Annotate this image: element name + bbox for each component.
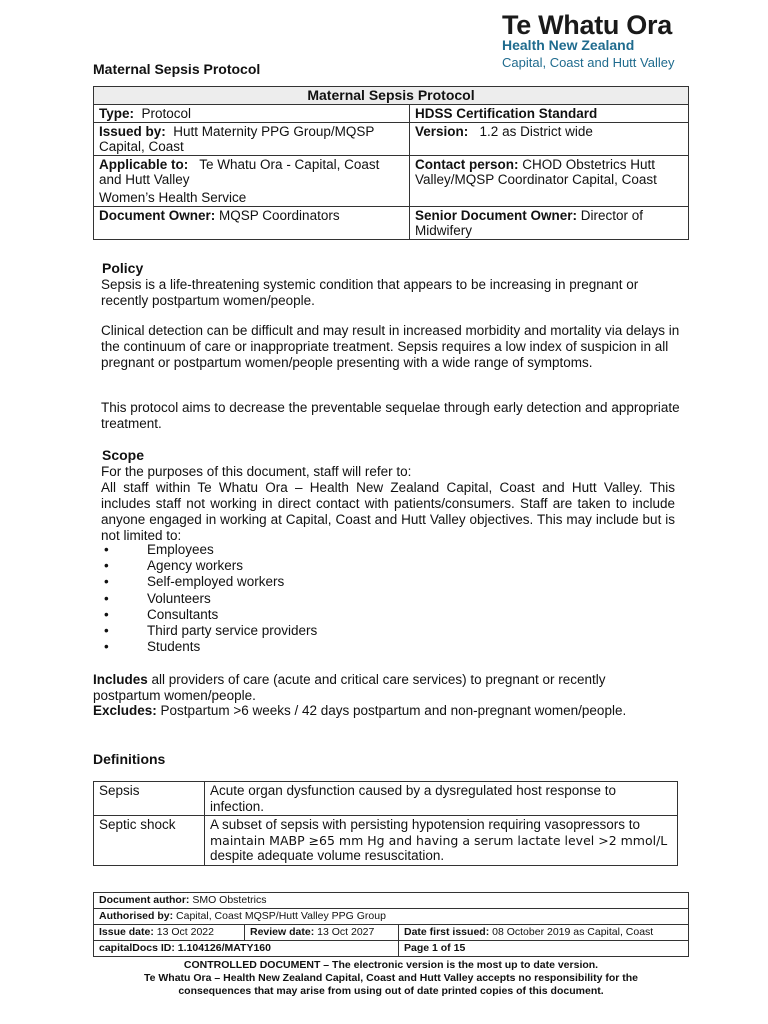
list-item: • Agency workers	[104, 558, 244, 574]
authorised-cell	[94, 909, 689, 925]
logo-region: Capital, Coast and Hutt Valley	[502, 55, 675, 70]
list-item: • Volunteers	[104, 590, 211, 606]
definitions-table	[93, 781, 678, 866]
notice-line: Te Whatu Ora – Health New Zealand Capital, Coast and Hutt Valley accepts no responsibility for the	[144, 972, 638, 984]
bullet-icon: •	[104, 639, 109, 655]
senior-owner-label: Senior Document Owner:	[415, 208, 578, 223]
scope-intro: For the purposes of this document, staff will refer to:	[101, 464, 412, 479]
logo-subtitle: Health New Zealand	[502, 37, 635, 53]
author-label: Document author:	[99, 894, 190, 906]
owner-value: MQSP Coordinators	[219, 208, 340, 223]
notice-line: CONTROLLED DOCUMENT – The electronic version is the most up to date version.	[183, 959, 599, 971]
doc-id: capitalDocs ID: 1.104126/MATY160	[99, 942, 271, 954]
bullet-icon: •	[104, 623, 109, 639]
type-label: Type:	[99, 106, 135, 121]
senior-owner-cell	[410, 207, 689, 240]
applicable-value: Te Whatu Ora - Capital, Coast and Hutt Valley	[99, 157, 380, 187]
contact-value: CHOD Obstetrics Hutt Valley/MQSP Coordinator Capital, Coast	[415, 157, 657, 187]
bullet-icon: •	[104, 606, 109, 622]
includes-text: all providers of care (acute and critical care services) to pregnant or recently postpartum women/people.	[93, 672, 606, 703]
doc-id-cell	[94, 941, 399, 957]
table-row	[94, 782, 678, 816]
notice-line: consequences that may arise from using out of date printed copies of this document.	[178, 985, 604, 997]
standard-label: HDSS Certification Standard	[415, 106, 598, 121]
policy-paragraph-2: Clinical detection can be difficult and may result in increased morbidity and mortality via delays in the continuum of care or inappropriate treatment. Sepsis requires a low index of suspicion in all pregnant or postpartum women/people presenting with a wide range of symptoms.	[101, 323, 680, 370]
excludes-text: Postpartum >6 weeks / 42 days postpartum and non-pregnant women/people.	[160, 703, 627, 718]
excludes-label: Excludes:	[93, 703, 157, 718]
issue-date-cell	[94, 925, 245, 941]
bullet-icon: •	[104, 558, 109, 574]
page-number: Page 1 of 15	[404, 942, 466, 954]
version-value: 1.2 as District wide	[479, 124, 593, 139]
policy-paragraph-1: Sepsis is a life-threatening systemic condition that appears to be increasing in pregnant or recently postpartum women/people.	[101, 277, 639, 308]
first-issued-cell	[399, 925, 689, 941]
issue-date-label: Issue date:	[99, 926, 154, 938]
version-cell	[410, 123, 689, 156]
issued-label: Issued by:	[99, 124, 166, 139]
excludes-paragraph	[93, 703, 683, 719]
version-label: Version:	[415, 124, 469, 139]
review-date-label: Review date:	[250, 926, 315, 938]
definitions-heading: Definitions	[93, 751, 166, 767]
definition-line: despite adequate volume resuscitation.	[210, 848, 445, 863]
list-item: • Students	[104, 639, 201, 655]
authorised-label: Authorised by:	[99, 910, 174, 922]
page-number-cell	[399, 941, 689, 957]
first-issued-label: Date first issued:	[404, 926, 490, 938]
contact-cell	[410, 156, 689, 207]
issue-date-value: 13 Oct 2022	[156, 926, 214, 938]
bullet-icon: •	[104, 574, 109, 590]
bullet-icon: •	[104, 590, 109, 606]
applicable-service: Women’s Health Service	[99, 190, 247, 205]
author-cell	[94, 893, 689, 909]
list-item: • Employees	[104, 542, 214, 557]
definition-text	[205, 816, 678, 866]
policy-paragraph-3: This protocol aims to decrease the preventable sequelae through early detection and appropriate treatment.	[101, 400, 680, 431]
policy-heading: Policy	[102, 260, 144, 276]
issued-value: Hutt Maternity PPG Group/MQSP Capital, Coast	[99, 124, 375, 154]
logo-title: Te Whatu Ora	[502, 10, 672, 40]
scope-body: All staff within Te Whatu Ora – Health New Zealand Capital, Coast and Hutt Valley. This includes staff not working in direct contact with patients/consumers. Staff are taken to include anyone engaged in working at Capital, Coast and Hutt Valley objectives. This may include but is not limited to:	[101, 480, 675, 543]
definition-line: A subset of sepsis with persisting hypotension requiring vasopressors to	[210, 817, 640, 832]
review-date-value: 13 Oct 2027	[317, 926, 375, 938]
page-title: Maternal Sepsis Protocol	[93, 61, 261, 77]
definition-term: Septic shock	[94, 816, 205, 866]
type-value: Protocol	[141, 106, 192, 121]
includes-paragraph	[93, 672, 653, 704]
standard-cell	[410, 105, 689, 123]
applicable-label: Applicable to:	[99, 157, 189, 172]
controlled-document-notice	[93, 959, 689, 998]
scope-heading: Scope	[102, 447, 145, 463]
issued-cell	[94, 123, 410, 156]
list-item: • Self-employed workers	[104, 574, 285, 590]
list-item: • Consultants	[104, 606, 219, 622]
owner-label: Document Owner:	[99, 208, 216, 223]
definition-line: maintain MABP ≥65 mm Hg and having a serum lactate level >2 mmol/L	[210, 832, 668, 848]
contact-label: Contact person:	[415, 157, 519, 172]
type-cell	[94, 105, 410, 123]
owner-cell	[94, 207, 410, 240]
first-issued-value: 08 October 2019 as Capital, Coast	[492, 926, 654, 938]
applicable-cell	[94, 156, 410, 207]
document-info-table	[93, 86, 689, 240]
table-row	[94, 816, 678, 866]
bullet-icon: •	[104, 542, 109, 557]
author-value: SMO Obstetrics	[192, 894, 267, 906]
document-footer-table	[93, 892, 689, 957]
includes-label: Includes	[93, 672, 148, 687]
authorised-value: Capital, Coast MQSP/Hutt Valley PPG Group	[176, 910, 386, 922]
list-item: • Third party service providers	[104, 623, 318, 639]
review-date-cell	[245, 925, 399, 941]
senior-owner-value: Director of Midwifery	[415, 208, 644, 238]
table-header: Maternal Sepsis Protocol	[94, 87, 689, 105]
scope-list	[101, 542, 501, 655]
definition-term: Sepsis	[94, 782, 205, 816]
definition-text: Acute organ dysfunction caused by a dysregulated host response to infection.	[205, 782, 678, 816]
